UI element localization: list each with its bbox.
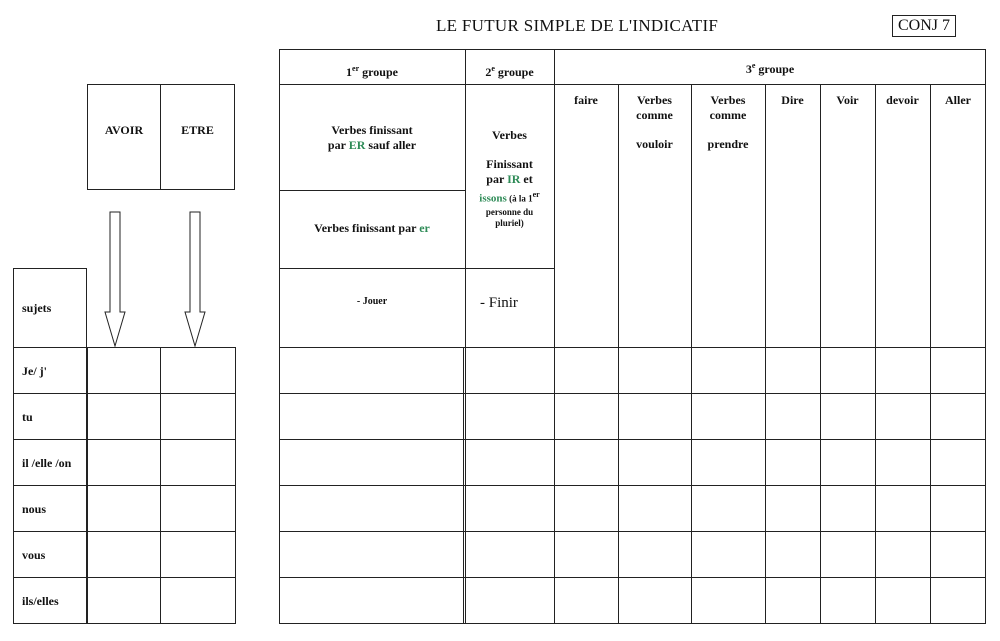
group1-row2-description: Verbes finissant par er (314, 221, 430, 235)
avoir-label: AVOIR (104, 123, 144, 137)
col-faire: faire (574, 93, 598, 107)
page-title: LE FUTUR SIMPLE DE L'INDICATIF (436, 16, 719, 35)
group3-header: 3e groupe (745, 61, 795, 76)
worksheet-code: CONJ 7 (892, 15, 956, 37)
col-verbes-comme-vouloir: Verbes comme vouloir (636, 93, 673, 151)
col-aller: Aller (945, 93, 971, 107)
group2-description: Verbes Finissant par IR et issons (à la 1er personne du pluriel) (479, 128, 540, 228)
down-arrow-icon (104, 210, 126, 348)
subject-nous: nous (22, 502, 47, 516)
subjects-table (13, 268, 87, 624)
subject-ils-elles: ils/elles (22, 594, 59, 608)
col-dire: Dire (781, 93, 804, 107)
group1-header: 1er groupe (346, 64, 398, 79)
etre-label: ETRE (181, 123, 214, 137)
col-voir: Voir (836, 93, 859, 107)
group2-header: 2e groupe (485, 64, 534, 79)
subject-tu: tu (22, 410, 33, 424)
down-arrow-icon (184, 210, 206, 348)
subject-vous: vous (22, 548, 46, 562)
col-verbes-comme-prendre: Verbes comme prendre (707, 93, 749, 151)
col-devoir: devoir (886, 93, 919, 107)
subject-je: Je/ j' (22, 364, 47, 378)
subjects-header: sujets (22, 301, 52, 315)
subject-il-elle-on: il /elle /on (22, 456, 72, 470)
group1-example: - Jouer (356, 296, 388, 307)
group2-example: - Finir (480, 295, 518, 311)
group1-description: Verbes finissant par ER sauf aller (327, 123, 417, 152)
